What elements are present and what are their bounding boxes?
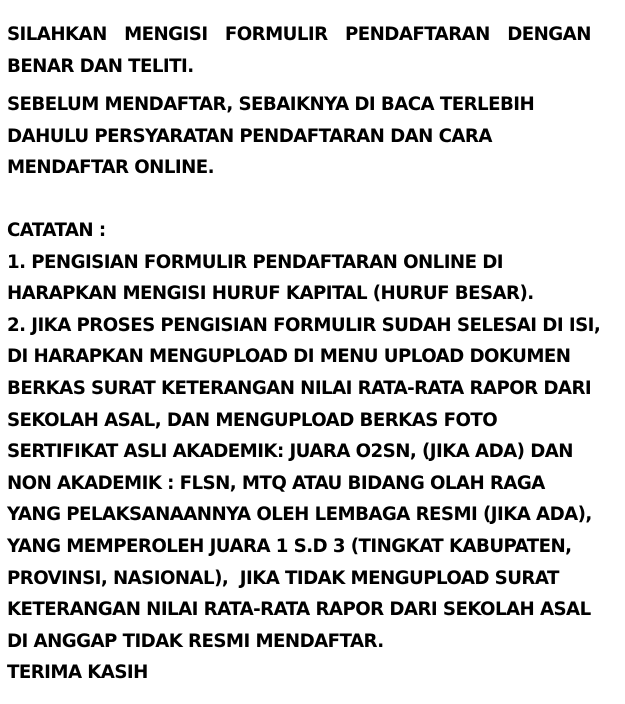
closing-text: TERIMA KASIH <box>7 662 148 684</box>
notice-line: SEBELUM MENDAFTAR, SEBAIKNYA DI BACA TERLEBIH <box>7 94 535 116</box>
registration-instructions <box>7 19 608 689</box>
note-line: NON AKADEMIK : FLSN, MTQ ATAU BIDANG OLAH RAGA <box>7 472 545 494</box>
note-line: PROVINSI, NASIONAL), JIKA TIDAK MENGUPLOAD SURAT <box>7 567 559 589</box>
notice-line: MENDAFTAR ONLINE. <box>7 157 214 179</box>
note-line: DI HARAPKAN MENGUPLOAD DI MENU UPLOAD DOKUMEN <box>7 346 571 368</box>
note-line: KETERANGAN NILAI RATA-RATA RAPOR DARI SEKOLAH ASAL <box>7 599 591 621</box>
notes-heading: CATATAN : <box>7 219 106 241</box>
note-line: DI ANGGAP TIDAK RESMI MENDAFTAR. <box>7 630 384 652</box>
intro-line-1: SILAHKAN MENGISI FORMULIR PENDAFTARAN DENGAN <box>7 24 591 45</box>
note-line: SEKOLAH ASAL, DAN MENGUPLOAD BERKAS FOTO <box>7 409 498 431</box>
note-line: SERTIFIKAT ASLI AKADEMIK: JUARA O2SN, (JIKA ADA) DAN <box>7 441 573 463</box>
note-line: YANG MEMPEROLEH JUARA 1 S.D 3 (TINGKAT KABUPATEN, <box>7 535 572 557</box>
notice-paragraph <box>7 89 608 184</box>
note-line: BERKAS SURAT KETERANGAN NILAI RATA-RATA RAPOR DARI <box>7 377 592 399</box>
note-line: 2. JIKA PROSES PENGISIAN FORMULIR SUDAH SELESAI DI ISI, <box>7 314 601 336</box>
intro-line-2: BENAR DAN TELITI. <box>7 55 194 77</box>
note-line: 1. PENGISIAN FORMULIR PENDAFTARAN ONLINE DI <box>7 251 504 273</box>
note-line: YANG PELAKSANAANNYA OLEH LEMBAGA RESMI (JIKA ADA), <box>7 504 592 526</box>
notes-section <box>7 215 608 689</box>
notice-line: DAHULU PERSYARATAN PENDAFTARAN DAN CARA <box>7 125 492 147</box>
intro-paragraph <box>7 19 608 82</box>
note-line: HARAPKAN MENGISI HURUF KAPITAL (HURUF BESAR). <box>7 283 534 305</box>
